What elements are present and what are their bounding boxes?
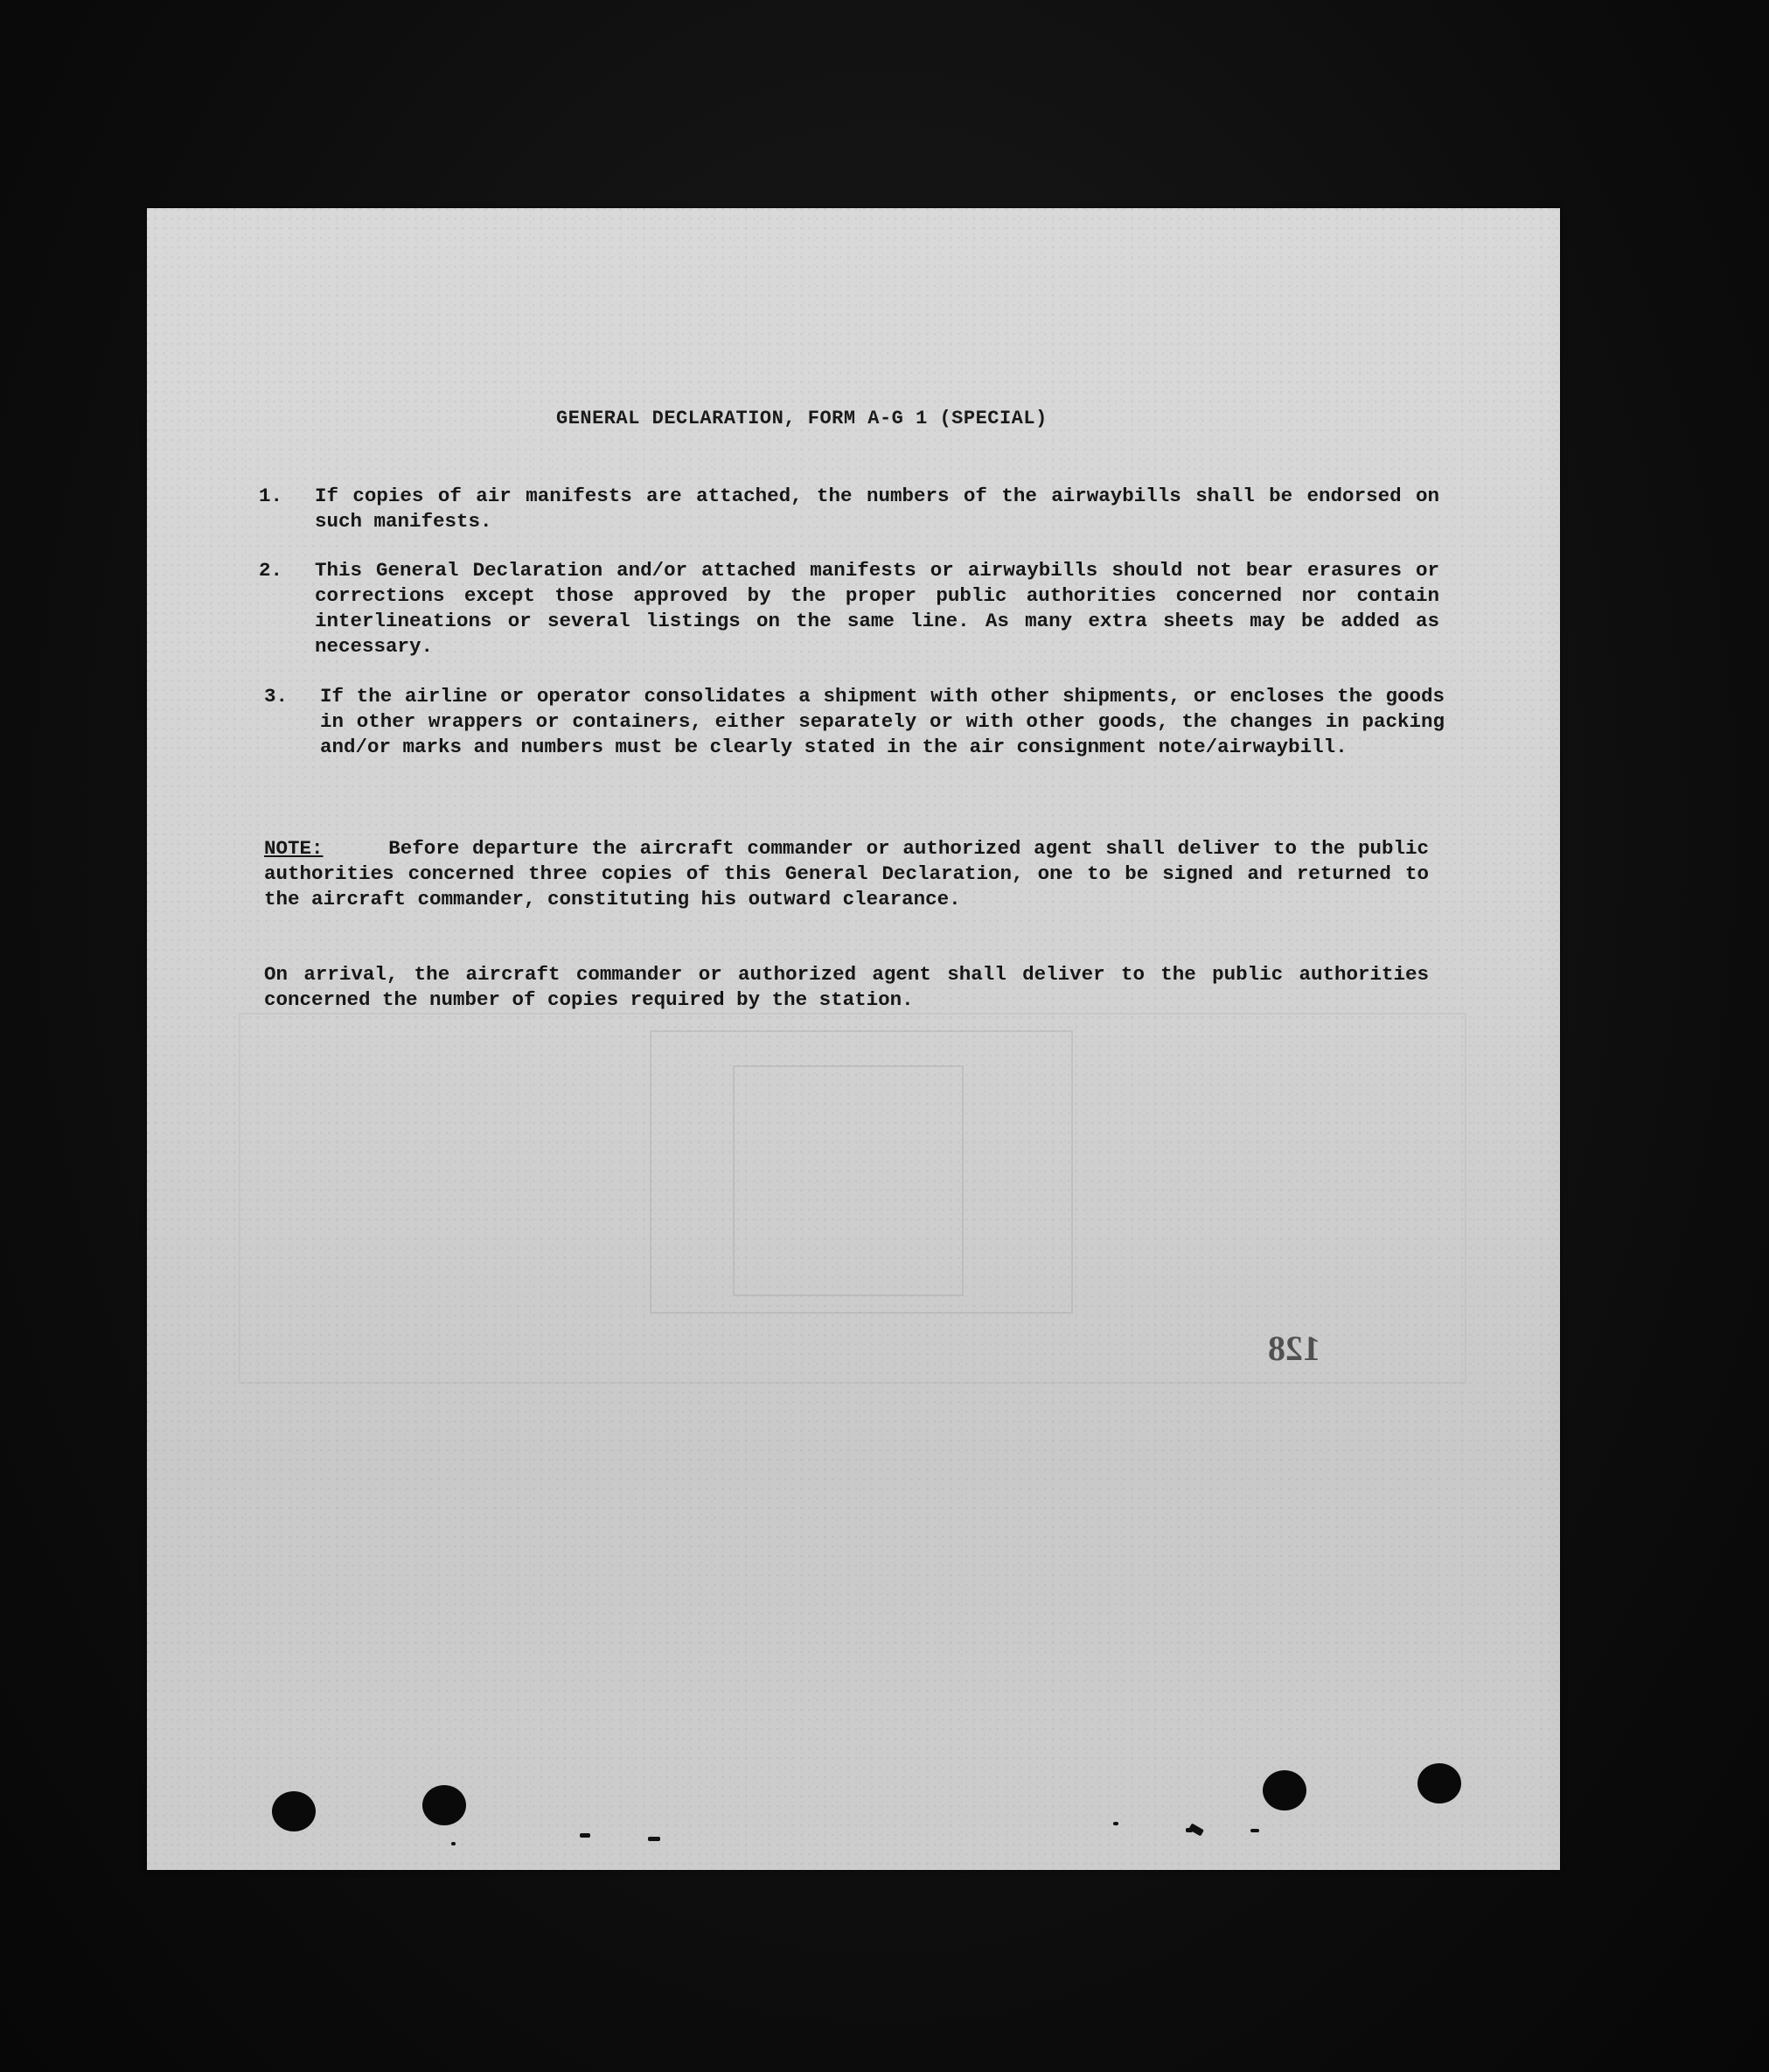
page-title: GENERAL DECLARATION, FORM A-G 1 (SPECIAL) xyxy=(556,408,1048,429)
instruction-item-1 xyxy=(259,484,1439,534)
dust-speck xyxy=(1113,1822,1118,1825)
item-number: 3. xyxy=(264,685,289,708)
item-number: 2. xyxy=(259,559,283,582)
page-number-stamp: 128 xyxy=(1268,1329,1320,1368)
dust-speck xyxy=(648,1837,660,1841)
note-label: NOTE: xyxy=(264,837,324,860)
dust-speck xyxy=(451,1842,456,1845)
dust-speck xyxy=(1250,1829,1259,1832)
arrival-paragraph: On arrival, the aircraft commander or authorized agent shall deliver to the public authorities concerned the number of copies required by the station. xyxy=(264,963,1429,1011)
item-text: If the airline or operator consolidates a shipment with other shipments, or encloses the goods in other wrappers or containers, either separately or with other goods, the changes in packing and/or marks and numbers must be clearly stated in the air consignment note/airwaybill. xyxy=(320,685,1445,758)
document-page xyxy=(147,208,1560,1870)
dust-speck xyxy=(580,1833,590,1838)
instruction-item-2 xyxy=(259,558,1439,659)
note-text: Before departure the aircraft commander or authorized agent shall deliver to the public authorities concerned three copies of this General Declaration, one to be signed and returned to the aircraft commander, constituting his outward clearance. xyxy=(264,837,1429,910)
note-paragraph xyxy=(264,836,1429,912)
item-text: If copies of air manifests are attached, the numbers of the airwaybills shall be endorsed on such manifests. xyxy=(315,485,1439,533)
punch-hole xyxy=(1417,1763,1461,1803)
item-number: 1. xyxy=(259,485,283,507)
punch-hole xyxy=(422,1785,466,1825)
instruction-item-3 xyxy=(264,684,1445,760)
item-text: This General Declaration and/or attached manifests or airwaybills should not bear erasures or corrections except those approved by the proper public authorities concerned nor contain interlineations or several listings on the same line. As many extra sheets may be added as necessary. xyxy=(315,559,1439,658)
punch-hole xyxy=(1263,1770,1306,1810)
punch-hole xyxy=(272,1791,316,1831)
